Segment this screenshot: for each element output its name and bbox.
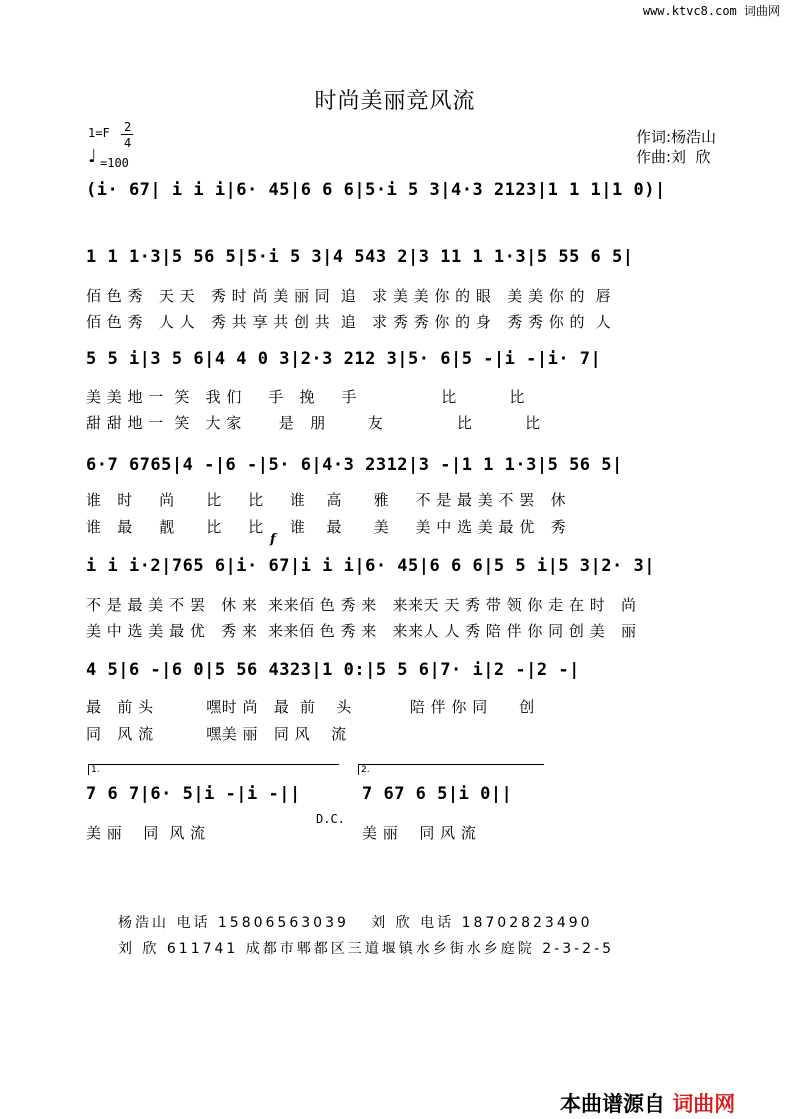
notation-row-1: (i· 67| i i i|6· 45|6 6 6|5·i 5 3|4·3 2123|1 1 1|1 0)| xyxy=(86,180,666,200)
notation-row-2: 1 1 1·3|5 56 5|5·i 5 3|4 543 2|3 11 1 1·3|5 55 6 5| xyxy=(86,247,634,267)
notation-row-4: 6·7 6765|4 -|6 -|5· 6|4·3 2312|3 -|1 1 1·3|5 56 5| xyxy=(86,455,623,475)
lyric-row-4-verse-1: 谁 时 尚 比 比 谁 高 雅 不 是 最 美 不 罢 休 xyxy=(86,491,567,509)
notation-row-7-ending-2: 7 67 6 5|i 0|| xyxy=(362,784,513,804)
time-bar xyxy=(121,134,133,135)
notation-row-6: 4 5|6 -|6 0|5 56 4323|1 0:|5 5 6|7· i|2 -|2 -| xyxy=(86,660,580,680)
da-capo-mark: D.C. xyxy=(316,812,345,826)
contact-address: 刘 欣 611741 成都市郫都区三道堰镇水乡街水乡庭院 2-3-2-5 xyxy=(118,941,615,957)
lyric-row-2-verse-2: 佰 色 秀 人 人 秀 共 享 共 创 共 追 求 秀 秀 你 的 身 秀 秀 你 的 人 xyxy=(86,313,612,331)
volta-bracket-1: 1. xyxy=(88,764,339,775)
lyric-row-7-ending-1: 美 丽 同 风 流 xyxy=(86,824,206,842)
notation-row-3: 5 5 i|3 5 6|4 4 0 3|2·3 212 3|5· 6|5 -|i -|i· 7| xyxy=(86,349,602,369)
contact-phones: 杨浩山 电话 15806563039 刘 欣 电话 18702823490 xyxy=(118,915,593,931)
lyricist: 作词:杨浩山 xyxy=(636,128,717,146)
page-title: 时尚美丽竞风流 xyxy=(314,89,476,114)
lyric-row-3-verse-1: 美 美 地 一 笑 我 们 手 挽 手 比 比 xyxy=(86,388,525,406)
site-url: www.ktvc8.com 词曲网 xyxy=(642,4,780,18)
time-numerator: 2 xyxy=(124,120,132,134)
lyric-row-6-verse-2: 同 风 流 嘿美 丽 同 风 流 xyxy=(86,725,347,743)
source-credit-text: 本曲谱源自 xyxy=(560,1092,665,1116)
time-denominator: 4 xyxy=(124,136,132,150)
lyric-row-5-verse-1: 不 是 最 美 不 罢 休 来 来来佰 色 秀 来 来来天 天 秀 带 领 你 走 在 时 尚 xyxy=(86,596,637,614)
tempo: =100 xyxy=(100,156,129,170)
quarter-note-icon: ♩ xyxy=(88,146,97,167)
source-credit xyxy=(560,1088,735,1118)
dynamic-forte: f xyxy=(270,532,276,547)
key-signature: 1=F xyxy=(88,126,110,140)
notation-row-5: i i i·2|765 6|i· 67|i i i|6· 45|6 6 6|5 5 i|5 3|2· 3| xyxy=(86,556,655,576)
lyric-row-7-ending-2: 美 丽 同 风 流 xyxy=(362,824,477,842)
lyric-row-5-verse-2: 美 中 选 美 最 优 秀 来 来来佰 色 秀 来 来来人 人 秀 陪 伴 你 同 创 美 丽 xyxy=(86,622,637,640)
lyric-row-4-verse-2: 谁 最 靓 比 比 谁 最 美 美 中 选 美 最 优 秀 xyxy=(86,518,567,536)
source-credit-brand: 词曲网 xyxy=(672,1092,736,1116)
composer: 作曲:刘 欣 xyxy=(636,148,711,166)
notation-row-7-ending-1: 7 6 7|6· 5|i -|i -|| xyxy=(86,784,301,804)
lyric-row-2-verse-1: 佰 色 秀 天 天 秀 时 尚 美 丽 同 追 求 美 美 你 的 眼 美 美 你 的 唇 xyxy=(86,287,612,305)
volta-bracket-2: 2. xyxy=(358,764,544,775)
lyric-row-6-verse-1: 最 前 头 嘿时 尚 最 前 头 陪 伴 你 同 创 xyxy=(86,698,535,716)
lyric-row-3-verse-2: 甜 甜 地 一 笑 大 家 是 朋 友 比 比 xyxy=(86,414,541,432)
